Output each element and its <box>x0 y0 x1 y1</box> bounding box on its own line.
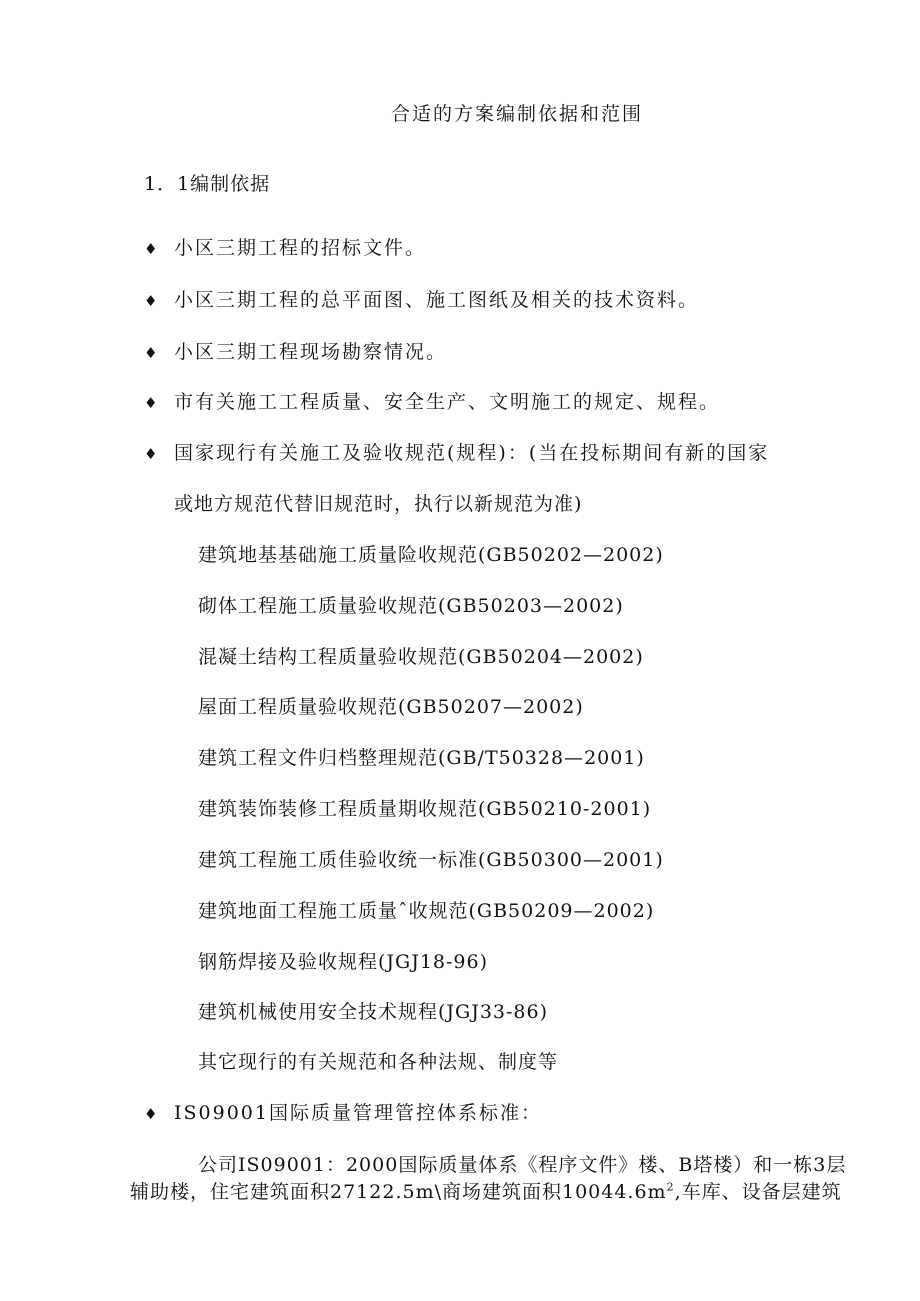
paragraph-line-1: 公司IS09001：2000国际质量体系《程序文件》楼、B塔楼）和一栋3层 <box>198 1154 847 1176</box>
standard-item: 其它现行的有关规范和各种法规、制度等 <box>198 1051 559 1073</box>
standard-item: 建筑地面工程施工质量ˆ收规范(GB50209—2002) <box>198 900 655 922</box>
bullet-item-iso: ♦ IS09001国际质量管理管控体系标准： <box>144 1102 542 1124</box>
diamond-bullet-icon: ♦ <box>144 240 158 258</box>
diamond-bullet-icon: ♦ <box>144 394 158 412</box>
standard-item: 混凝土结构工程质量验收规范(GB50204—2002) <box>198 646 644 668</box>
bullet-item: ♦ 国家现行有关施工及验收规范(规程)：(当在投标期间有新的国家 <box>144 442 770 464</box>
diamond-bullet-icon: ♦ <box>144 292 158 310</box>
standard-item: 建筑机械使用安全技术规程(JGJ33-86) <box>198 1001 549 1023</box>
superscript-2: 2 <box>666 1180 675 1194</box>
standard-item: 砌体工程施工质量验收规范(GB50203—2002) <box>198 595 624 617</box>
standard-item: 建筑地基基础施工质量险收规范(GB50202—2002) <box>198 544 664 566</box>
section-heading: 1．1编制依据 <box>144 173 271 195</box>
paragraph-line-2: 辅助楼，住宅建筑面积27122.5m\商场建筑面积$10044.6m^2$,车库、设备层建筑 <box>130 1180 842 1203</box>
diamond-bullet-icon: ♦ <box>144 445 158 463</box>
standard-item: 钢筋焊接及验收规程(JGJ18-96) <box>198 951 489 973</box>
bullet-item: ♦ 小区三期工程的总平面图、施工图纸及相关的技术资料。 <box>144 289 700 311</box>
standard-item: 建筑工程施工质佳验收统一标准(GB50300—2001) <box>198 849 664 871</box>
bullet-item: ♦ 市有关施工工程质量、安全生产、文明施工的规定、规程。 <box>144 391 721 413</box>
bullet-item: ♦ 小区三期工程现场勘察情况。 <box>144 341 448 363</box>
standard-item: 建筑装饰装修工程质量期收规范(GB50210-2001) <box>198 798 652 820</box>
bullet-continuation: 或地方规范代替旧规范时，执行以新规范为准) <box>174 493 583 515</box>
bullet-item: ♦ 小区三期工程的招标文件。 <box>144 237 427 259</box>
standard-item: 屋面工程质量验收规范(GB50207—2002) <box>198 696 584 718</box>
document-title: 合适的方案编制依据和范围 <box>391 103 644 125</box>
diamond-bullet-icon: ♦ <box>144 1105 158 1123</box>
diamond-bullet-icon: ♦ <box>144 344 158 362</box>
standard-item: 建筑工程文件归档整理规范(GB/T50328—2001) <box>198 747 645 769</box>
